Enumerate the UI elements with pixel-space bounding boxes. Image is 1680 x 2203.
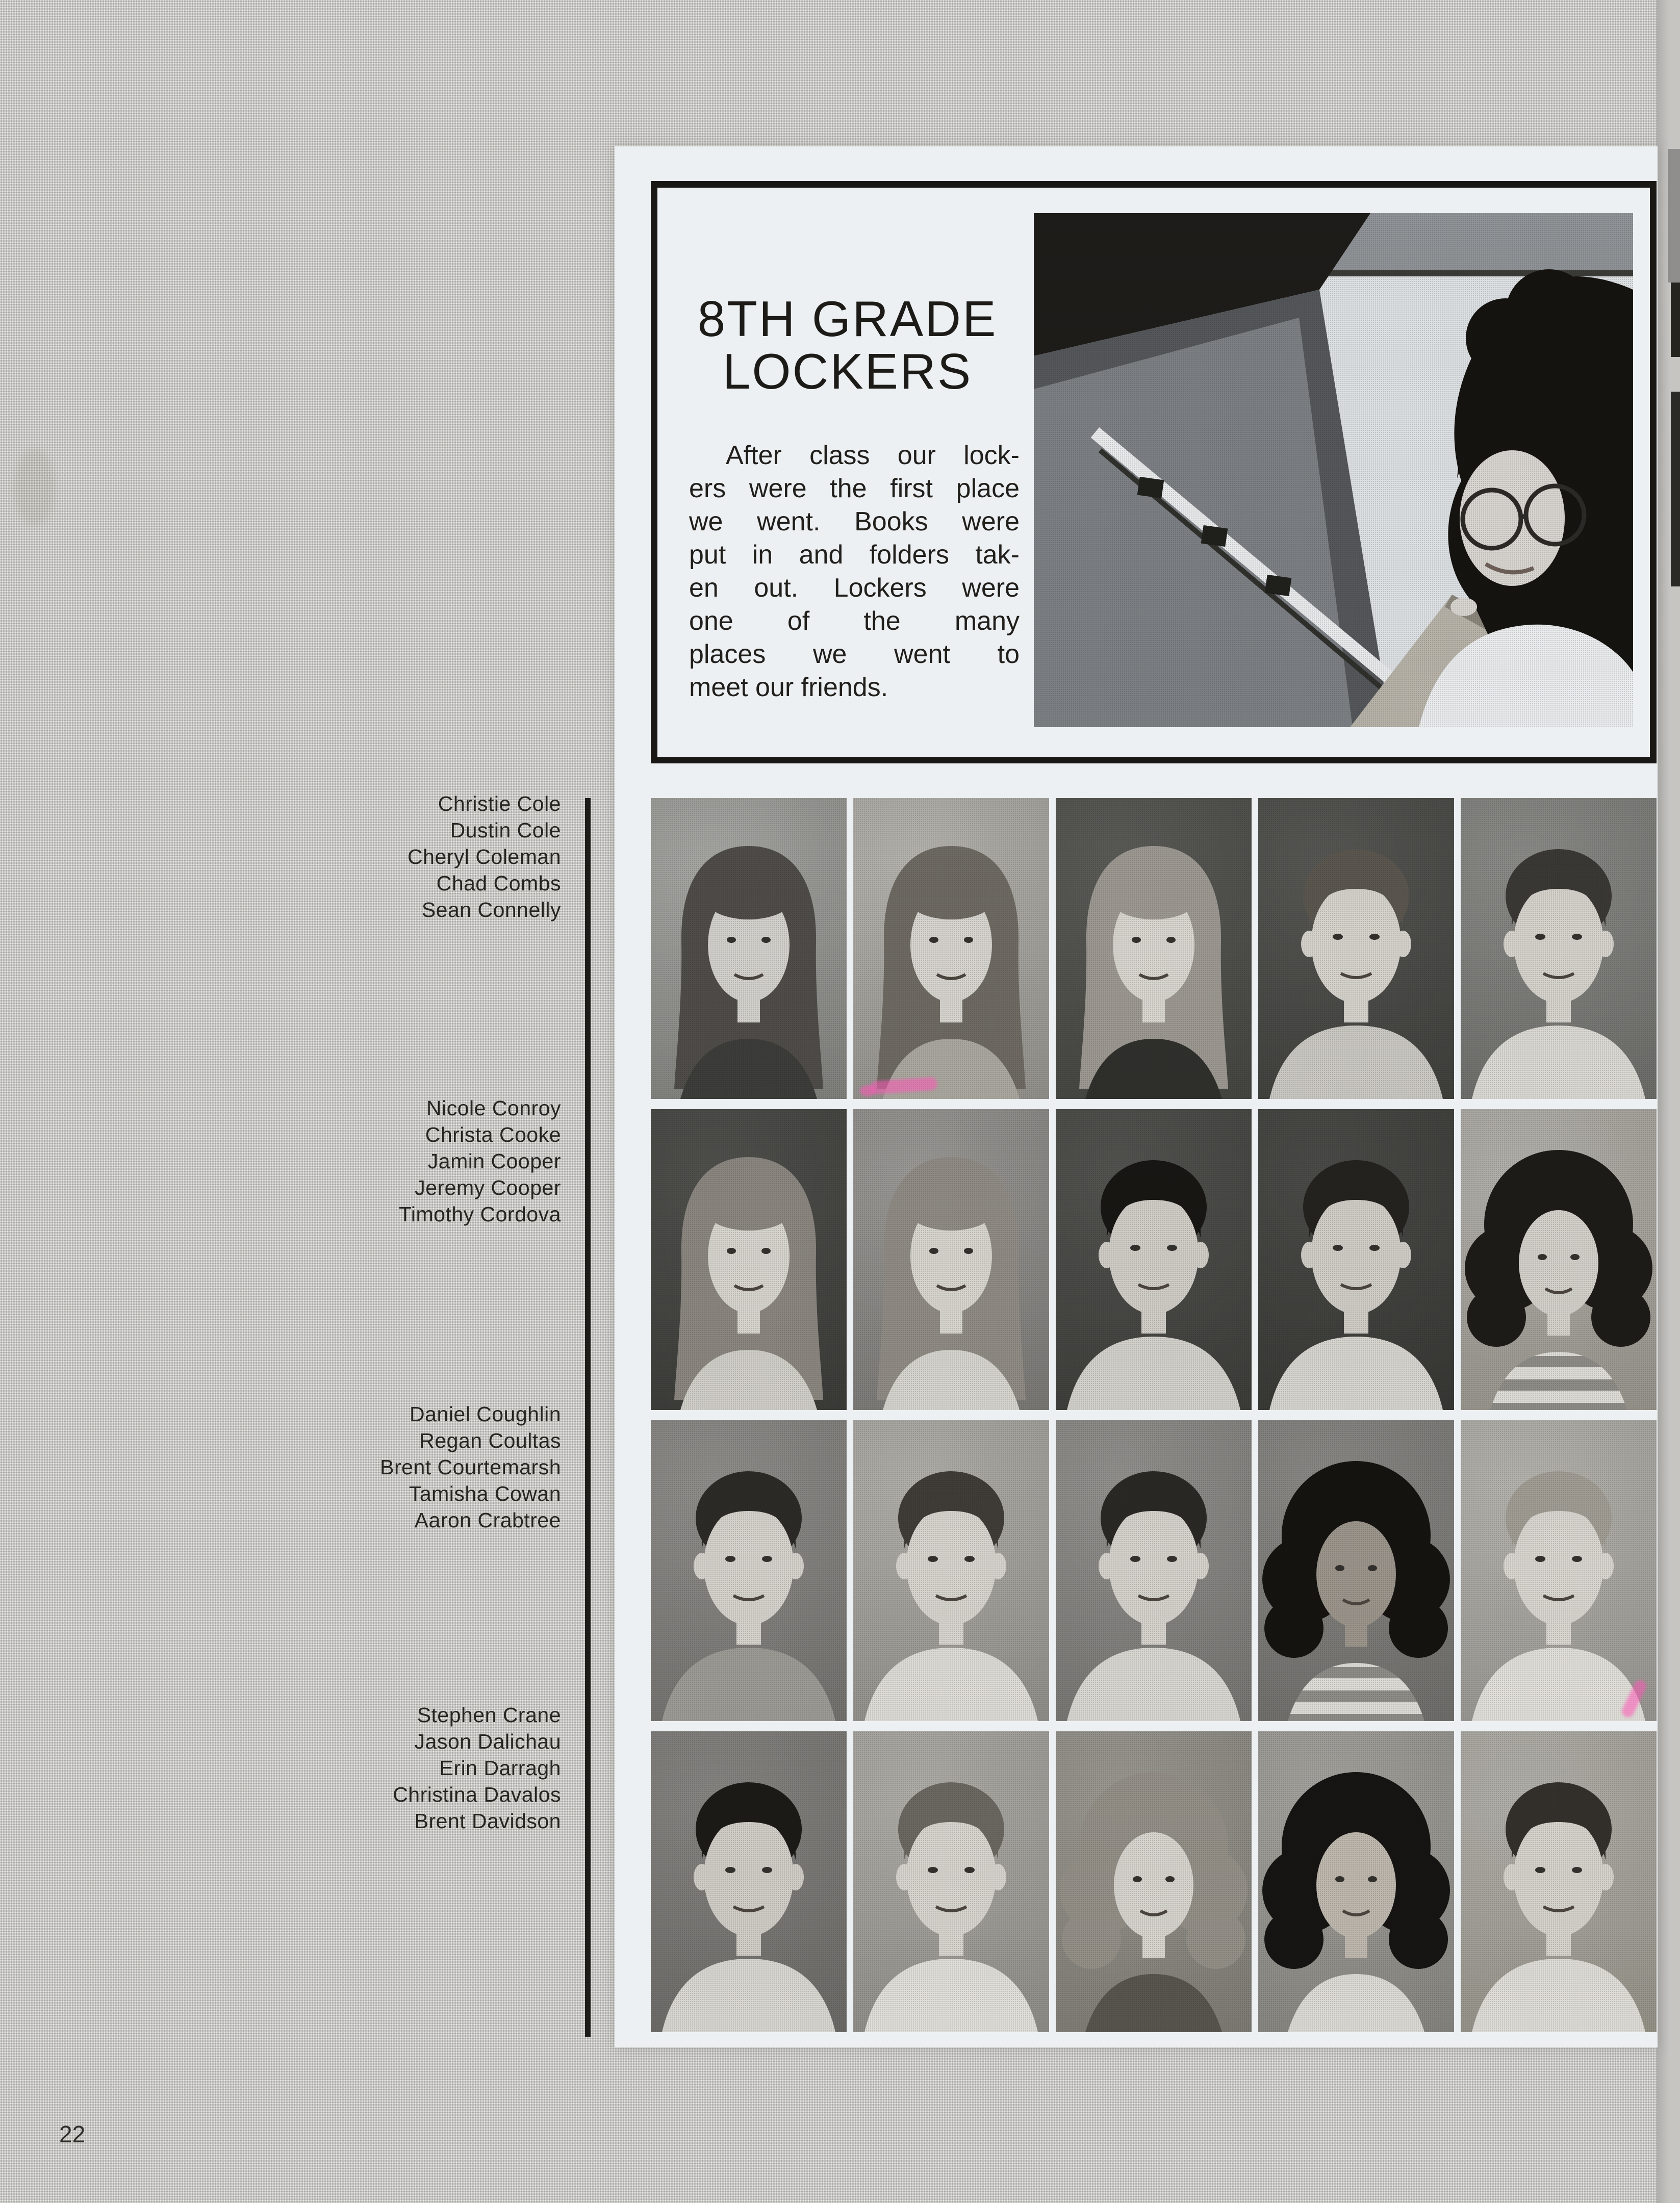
student-name: Erin Darragh [439,1756,561,1780]
portrait-photo [1461,1731,1657,2032]
portrait-grid [651,798,1657,2032]
feature-title-line1: 8TH GRADE [697,291,998,347]
paragraph-line: ers were the first place [689,474,1020,503]
name-list-row4 [235,1702,561,1834]
portrait-photo [651,798,847,1099]
student-name: Christina Davalos [393,1783,561,1806]
page-number: 22 [59,2121,86,2147]
portrait-silhouette [853,1109,1049,1410]
paragraph-line: places we went to [689,639,1020,669]
adjacent-page-photo-sliver [1671,283,1680,357]
student-name: Cheryl Coleman [408,845,561,868]
portrait-silhouette [651,1731,847,2032]
divider-rule [585,798,591,2037]
portrait-photo [1461,798,1657,1099]
portrait-silhouette [853,1731,1049,2032]
student-name: Jeremy Cooper [415,1176,561,1199]
portrait-silhouette [651,798,847,1099]
portrait-silhouette [1461,1420,1657,1721]
paragraph-line: meet our friends. [689,673,888,702]
adjacent-page-photo-sliver [1671,392,1680,586]
student-name: Christa Cooke [425,1123,561,1146]
name-list-row3 [235,1401,561,1533]
portrait-photo [1461,1420,1657,1721]
portrait-silhouette [1258,1420,1454,1721]
locker-candid-photo [1034,213,1633,727]
portrait-photo [1056,798,1252,1099]
portrait-silhouette [651,1109,847,1410]
student-name: Aaron Crabtree [414,1508,561,1532]
portrait-silhouette [1258,1731,1454,2032]
adjacent-page-sliver [1668,149,1680,283]
portrait-silhouette [1258,1109,1454,1410]
feature-title [657,293,1037,398]
student-name: Sean Connelly [421,898,561,921]
portrait-photo [1258,798,1454,1099]
paper-stain [14,449,55,525]
portrait-photo [1056,1420,1252,1721]
student-name: Nicole Conroy [426,1096,561,1120]
highlighter-mark [860,1085,875,1096]
portrait-photo [651,1731,847,2032]
feature-title-line2: LOCKERS [722,343,973,399]
portrait-photo [1461,1109,1657,1410]
portrait-photo [853,1731,1049,2032]
student-name: Christie Cole [438,792,561,815]
student-name: Regan Coultas [419,1429,561,1452]
feature-box [651,181,1657,763]
portrait-silhouette [853,1420,1049,1721]
portrait-photo [853,1420,1049,1721]
portrait-silhouette [1056,1731,1252,2032]
portrait-silhouette [1056,1420,1252,1721]
portrait-photo [1258,1109,1454,1410]
portrait-silhouette [1461,1109,1657,1410]
portrait-photo [853,798,1049,1099]
portrait-photo [1056,1731,1252,2032]
paragraph-line: en out. Lockers were [689,573,1020,603]
student-name: Brent Courtemarsh [380,1455,561,1479]
name-list-row1 [235,790,561,923]
student-name: Dustin Cole [450,818,561,842]
student-name: Daniel Coughlin [410,1402,561,1426]
feature-paragraph [689,439,1020,704]
name-list-row2 [235,1095,561,1227]
portrait-photo [1056,1109,1252,1410]
portrait-photo [853,1109,1049,1410]
portrait-photo [1258,1420,1454,1721]
paragraph-line: put in and folders tak- [689,540,1020,570]
portrait-silhouette [651,1420,847,1721]
locker-photo-illustration [1034,213,1633,727]
student-name: Timothy Cordova [398,1202,561,1226]
portrait-photo [651,1109,847,1410]
student-name: Chad Combs [436,872,561,895]
paragraph-line: After class our lock- [726,441,1020,470]
portrait-silhouette [1258,798,1454,1099]
portrait-silhouette [1461,798,1657,1099]
paragraph-line: we went. Books were [689,507,1020,536]
portrait-silhouette [1461,1731,1657,2032]
portrait-silhouette [853,798,1049,1099]
portrait-silhouette [1056,1109,1252,1410]
student-name: Stephen Crane [417,1703,561,1727]
student-name: Tamisha Cowan [409,1482,561,1505]
student-name: Jason Dalichau [414,1730,561,1753]
student-name: Brent Davidson [414,1809,561,1833]
portrait-photo [1258,1731,1454,2032]
portrait-silhouette [1056,798,1252,1099]
paragraph-line: one of the many [689,606,1020,636]
student-name: Jamin Cooper [427,1149,561,1173]
portrait-photo [651,1420,847,1721]
